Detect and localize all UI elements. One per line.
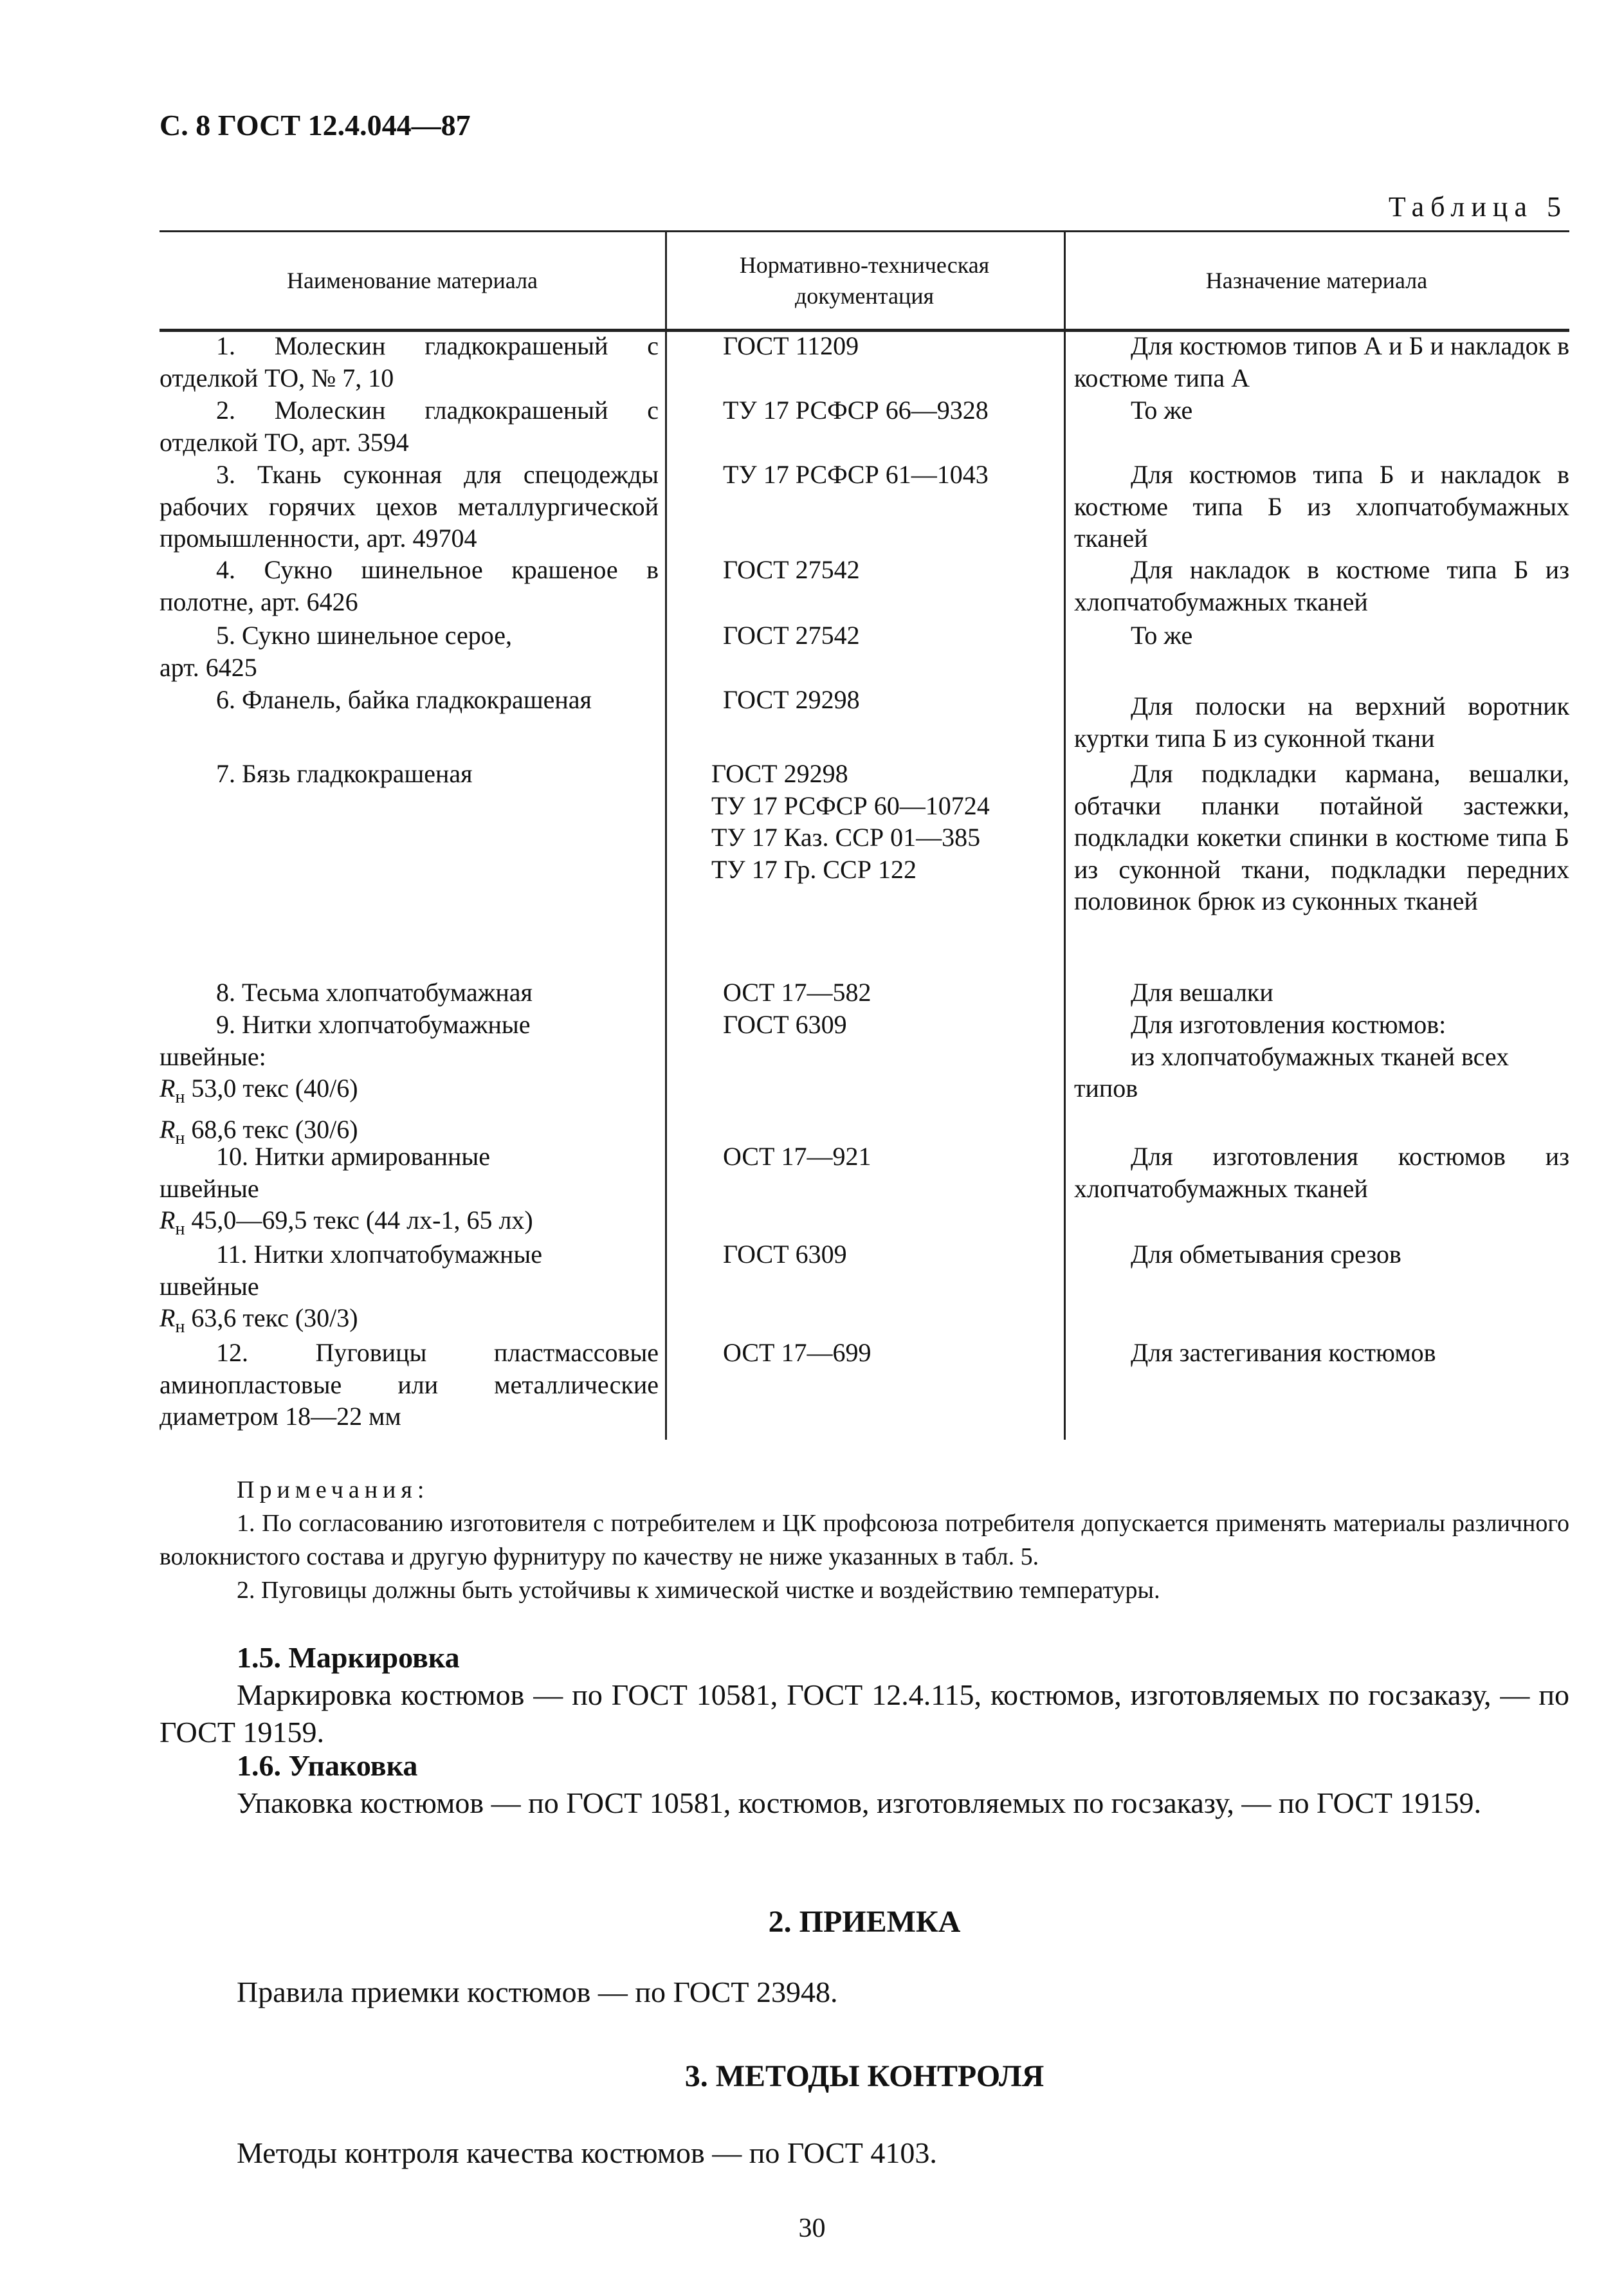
page-number: 30: [798, 2214, 826, 2243]
row-10-material-line: швейные: [160, 1173, 259, 1203]
note-item: 2. Пуговицы должны быть устойчивы к химической чистке и воздействию температуры.: [237, 1577, 1160, 1604]
materials-table: [160, 230, 1569, 1431]
row-12-purpose: Для застегивания костюмов: [1131, 1338, 1436, 1367]
row-12-material: 12. Пуговицы пластмассовые аминопластовые или металлические диаметром 18—22 мм: [160, 1338, 659, 1431]
row-2-material: 2. Молескин гладкокрашеный с отделкой ТО, арт. 3594: [160, 396, 659, 457]
row-5-material-line: арт. 6425: [160, 652, 257, 682]
row-11-material: [160, 1238, 659, 1343]
note-item: 1. По согласованию изготовителя с потребителем и ЦК профсоюза потребителя допускается применять материалы различного волокнистого состава и другую фурнитуру по качеству не ниже указанных в табл. 5.: [160, 1510, 1569, 1570]
header-purpose: Назначение материала: [1205, 268, 1428, 293]
row-1-doc: ГОСТ 11209: [723, 331, 859, 360]
table-notes: [160, 1473, 1569, 1607]
row-9-doc: ГОСТ 6309: [723, 1010, 847, 1039]
row-9-purpose-line: Для изготовления костюмов:: [1131, 1010, 1446, 1039]
row-9-material-line: 9. Нитки хлопчатобумажные: [216, 1010, 531, 1039]
row-5-doc: ГОСТ 27542: [723, 621, 860, 650]
table-header: [160, 230, 1569, 332]
row-11-material-line: $R_н$ 63,6 текс (30/3): [160, 1303, 358, 1337]
row-3-material: 3. Ткань суконная для спецодежды рабочих горячих цехов металлургической промышленности, арт. 49704: [160, 460, 659, 553]
marking-section: [160, 1639, 1569, 1751]
header-document: [665, 232, 1064, 329]
row-10-material: [160, 1141, 659, 1245]
row-9-material-line: $R_н$ 68,6 текс (30/6): [160, 1114, 358, 1148]
row-8-purpose: Для вешалки: [1131, 978, 1273, 1007]
packing-title: 1.6. Упаковка: [237, 1749, 418, 1782]
row-8-doc: ОСТ 17—582: [723, 978, 871, 1007]
table-body: [160, 330, 1569, 1440]
row-10-material-line: 10. Нитки армированные: [216, 1142, 491, 1171]
row-5-material: [160, 619, 659, 683]
section-3-heading: 3. МЕТОДЫ КОНТРОЛЯ: [684, 2059, 1045, 2093]
row-9-purpose-line: из хлопчатобумажных тканей всех: [1131, 1042, 1510, 1071]
row-5-material-line: 5. Сукно шинельное серое,: [216, 621, 512, 650]
page-header: С. 8 ГОСТ 12.4.044—87: [160, 109, 471, 142]
packing-text: Упаковка костюмов — по ГОСТ 10581, костюмов, изготовляемых по госзаказу, — по ГОСТ 19159.: [237, 1786, 1482, 1819]
row-9-material: [160, 1009, 659, 1154]
row-1-material: 1. Молескин гладкокрашеный с отделкой ТО, № 7, 10: [160, 331, 659, 392]
section-2-heading: 2. ПРИЕМКА: [768, 1905, 961, 1939]
row-6-doc: ГОСТ 29298: [723, 685, 860, 714]
row-7-doc-line: ГОСТ 29298: [711, 759, 848, 788]
row-7-material: 7. Бязь гладкокрашеная: [216, 759, 473, 788]
section-2-text: Правила приемки костюмов — по ГОСТ 23948.: [237, 1976, 838, 2008]
row-7-doc: [711, 758, 1046, 885]
row-10-material-line: $R_н$ 45,0—69,5 текс (44 лх-1, 65 лх): [160, 1206, 533, 1239]
row-9-purpose-line: типов: [1074, 1074, 1138, 1103]
marking-text: Маркировка костюмов — по ГОСТ 10581, ГОСТ 12.4.115, костюмов, изготовляемых по госзаказу, — по ГОСТ 19159.: [160, 1678, 1569, 1748]
header-document-text: Нормативно-техническая документация: [739, 252, 990, 309]
row-11-doc: ГОСТ 6309: [723, 1240, 847, 1269]
row-9-material-line: швейные:: [160, 1042, 266, 1071]
row-2-doc: ТУ 17 РСФСР 66—9328: [723, 396, 989, 425]
row-4-purpose: Для накладок в костюме типа Б из хлопчатобумажных тканей: [1074, 555, 1569, 616]
packing-section: [160, 1747, 1569, 1822]
notes-title: Примечания:: [237, 1476, 430, 1503]
row-6-purpose: Для полоски на верхний воротник куртки типа Б из суконной ткани: [1074, 692, 1569, 753]
row-6-material: 6. Фланель, байка гладкокрашеная: [216, 685, 592, 714]
row-11-material-line: 11. Нитки хлопчатобумажные: [216, 1240, 543, 1269]
row-3-doc: ТУ 17 РСФСР 61—1043: [723, 460, 989, 489]
row-12-doc: ОСТ 17—699: [723, 1338, 871, 1367]
section-3-text: Методы контроля качества костюмов — по ГОСТ 4103.: [237, 2136, 937, 2169]
row-10-doc: ОСТ 17—921: [723, 1142, 871, 1171]
row-7-doc-line: ТУ 17 РСФСР 60—10724: [711, 791, 990, 820]
row-11-purpose: Для обметывания срезов: [1131, 1240, 1401, 1269]
row-9-purpose: [1074, 1009, 1569, 1105]
row-4-material: 4. Сукно шинельное крашеное в полотне, арт. 6426: [160, 555, 659, 616]
row-7-purpose: Для подкладки кармана, вешалки, обтачки планки потайной застежки, подкладки кокетки спинки в костюме типа Б из суконной ткани, подкладки передних половинок брюк из суконных тканей: [1074, 759, 1569, 915]
row-7-doc-line: ТУ 17 Каз. ССР 01—385: [711, 823, 981, 852]
row-2-purpose: То же: [1131, 396, 1193, 425]
header-material: Наименование материала: [286, 268, 538, 293]
marking-title: 1.5. Маркировка: [237, 1641, 460, 1674]
row-5-purpose: То же: [1131, 621, 1193, 650]
row-1-purpose: Для костюмов типов А и Б и накладок в костюме типа А: [1074, 331, 1569, 392]
row-9-material-line: $R_н$ 53,0 текс (40/6): [160, 1074, 358, 1107]
table-caption: Таблица 5: [1388, 191, 1567, 223]
row-4-doc: ГОСТ 27542: [723, 555, 860, 584]
row-7-doc-line: ТУ 17 Гр. ССР 122: [711, 854, 917, 884]
row-11-material-line: швейные: [160, 1271, 259, 1301]
row-8-material: 8. Тесьма хлопчатобумажная: [216, 978, 533, 1007]
row-3-purpose: Для костюмов типа Б и накладок в костюме типа Б из хлопчатобумажных тканей: [1074, 460, 1569, 553]
row-10-purpose: Для изготовления костюмов из хлопчатобумажных тканей: [1074, 1142, 1569, 1203]
